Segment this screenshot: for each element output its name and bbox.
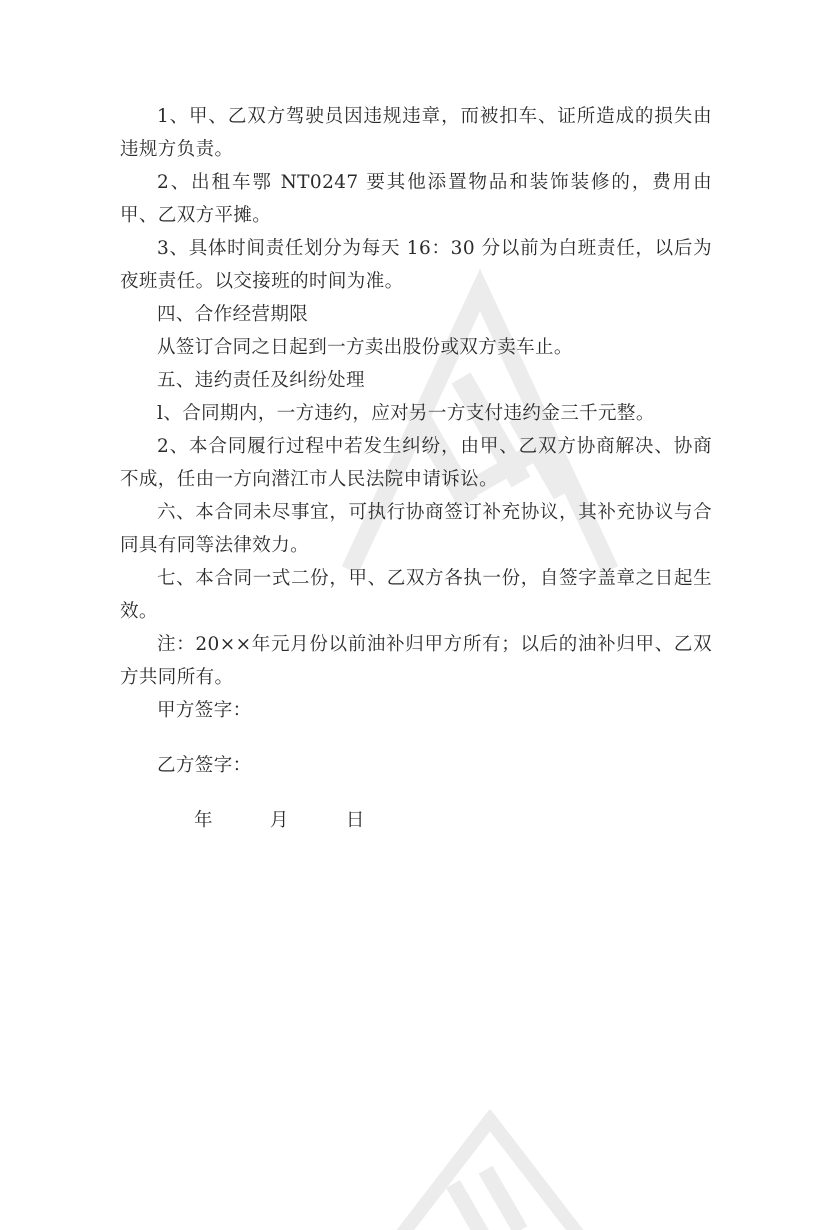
term-text: 从签订合同之日起到一方卖出股份或双方卖车止。 [157,337,573,358]
date-line [120,804,712,837]
clause-3: 3、具体时间责任划分为每天 16：30 分以前为白班责任，以后为夜班责任。以交接班的时间为准。 [120,238,712,292]
watermark-logo-icon [380,1110,600,1230]
breach-clause-1: l、合同期内，一方违约，应对另一方支付违约金三千元整。 [157,403,655,424]
section-heading-term: 四、合作经营期限 [157,304,309,325]
clause-1: 1、甲、乙双方驾驶员因违规违章，而被扣车、证所造成的损失由违规方负责。 [120,106,712,160]
party-a-signature-label: 甲方签字： [157,700,252,721]
clause-2: 2、出租车鄂 NT0247 要其他添置物品和装饰装修的，费用由甲、乙双方平摊。 [120,172,712,226]
document-body [120,100,712,837]
date-year-label: 年 [194,810,213,831]
date-day-label: 日 [345,810,365,831]
party-b-signature-label: 乙方签字： [157,755,252,776]
breach-clause-2: 2、本合同履行过程中若发生纠纷，由甲、乙双方协商解决、协商不成，任由一方向潜江市人民法院申请诉讼。 [120,436,712,490]
section-six: 六、本合同未尽事宜，可执行协商签订补充协议，其补充协议与合同具有同等法律效力。 [120,502,712,556]
section-seven: 七、本合同一式二份，甲、乙双方各执一份，自签字盖章之日起生效。 [120,568,712,622]
date-month-label: 月 [269,810,289,831]
section-heading-breach: 五、违约责任及纠纷处理 [157,370,365,391]
note: 注：20××年元月份以前油补归甲方所有；以后的油补归甲、乙双方共同所有。 [120,634,712,688]
